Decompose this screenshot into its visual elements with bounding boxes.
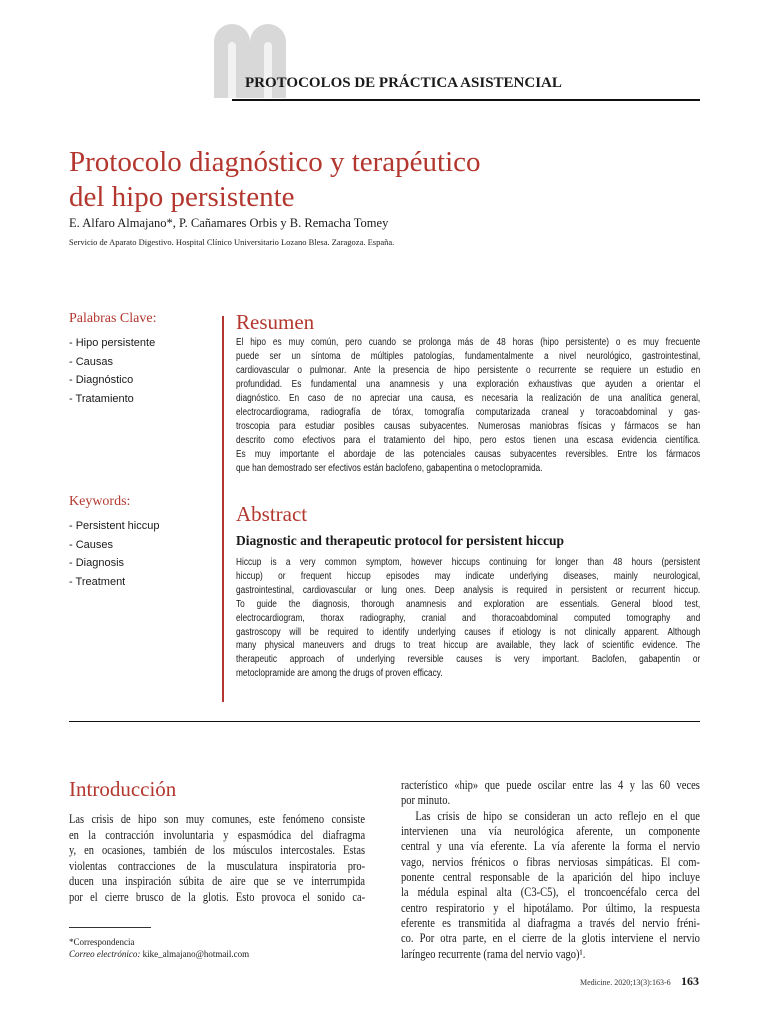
keyword-item: - Treatment bbox=[69, 576, 126, 589]
resumen-line: electrocardiograma, radiografía de tórax, tomografía computarizada craneal y toracoabdominal y gas- bbox=[236, 407, 700, 418]
resumen-line: cardiovascular o pulmonar. Ante la presencia de hipo persistente o recurrente se requiere un estudio en bbox=[236, 365, 700, 376]
keyword-item: - Persistent hiccup bbox=[69, 520, 160, 532]
body-line: por minuto. bbox=[401, 793, 451, 808]
resumen-lines bbox=[236, 336, 700, 476]
abstract-text bbox=[236, 556, 700, 686]
intro-right-lines bbox=[401, 778, 700, 962]
resumen-line: Es muy importante el abordaje de las potenciales causas subyacentes reversibles. Entre los fármacos bbox=[236, 449, 700, 460]
body-line: centro respiratorio y el hipotálamo. Por último, la respuesta bbox=[401, 900, 700, 915]
body-line: ducen una inspiración súbita de aire que se ve interrumpida bbox=[69, 874, 365, 888]
body-line: racterístico «hip» que puede oscilar entre las 4 y las 60 veces bbox=[401, 778, 700, 792]
resumen-line: diagnóstico. En caso de no apreciar una causa, es necesaria la realización de una analítica general, bbox=[236, 393, 700, 404]
palabras-clave-label: Palabras Clave: bbox=[69, 311, 157, 326]
keywords-list bbox=[69, 517, 159, 592]
body-line: eferente es transmitida al diafragma a través del nervio fréni- bbox=[401, 916, 700, 931]
body-line: intervienen una vía neurológica aferente, un componente bbox=[401, 824, 700, 839]
authors: E. Alfaro Almajano*, P. Cañamares Orbis y B. Remacha Tomey bbox=[69, 216, 389, 230]
title-line: Protocolo diagnóstico y terapéutico bbox=[69, 146, 481, 178]
column-divider bbox=[222, 316, 224, 702]
logo-m-counter-left bbox=[228, 42, 236, 98]
body-line: violentas contracciones de la musculatura inspiratoria pro- bbox=[69, 858, 365, 873]
body-line: vago, nervios frénicos o fibras nerviosas simpáticas. El com- bbox=[401, 854, 700, 869]
abstract-line: therapeutic approach of underlying reversible causes is very important. Baclofen, gabapentin or bbox=[236, 654, 700, 666]
abstract-line: hiccup) or frequent hiccup episodes may indicate underlying diseases, mainly neurological, bbox=[236, 570, 700, 582]
email-label: Correo electrónico: bbox=[69, 949, 141, 959]
abstract-line: electrocardiogram, thorax radiography, cranial and thoracoabdominal computed tomography and bbox=[236, 612, 700, 624]
palabra-clave-item: - Diagnóstico bbox=[69, 374, 134, 387]
palabra-clave-item: - Causas bbox=[69, 355, 114, 368]
article-title bbox=[69, 145, 481, 215]
abstract-line: gastrointestinal, cardiovascular or lung ones. Deep analysis is required in persistent or recurrent hiccup. bbox=[236, 584, 700, 596]
body-line: Las crisis de hipo se consideran un acto reflejo en el que bbox=[415, 808, 700, 823]
body-line: y, en ocasiones, también de los músculos intercostales. Estas bbox=[69, 843, 365, 857]
paragraph bbox=[401, 778, 700, 809]
intro-left-lines bbox=[69, 812, 365, 905]
resumen-line: puede ser un síntoma de múltiples patologías, fundamentalmente a nivel neurológico, gastrointestinal, bbox=[236, 351, 700, 362]
header-rule bbox=[232, 99, 700, 101]
resumen-line: El hipo es muy común, pero cuando se prolonga más de 48 horas (hipo persistente) o es muy frecuente bbox=[236, 337, 700, 348]
body-line: ponente central responsable de la aparición del hipo incluye bbox=[401, 870, 700, 885]
footnote-rule bbox=[69, 927, 151, 928]
title-line: del hipo persistente bbox=[69, 181, 295, 213]
resumen-heading: Resumen bbox=[236, 310, 315, 334]
resumen-line: descrito como efectivos para el tratamiento del hipo, pero estos tienen una escasa evidencia científica. bbox=[236, 435, 700, 446]
palabras-clave-list bbox=[69, 334, 155, 409]
palabra-clave-item: - Hipo persistente bbox=[69, 337, 156, 349]
abstract-line: Hiccup is a very common symptom, however hiccups continuing for longer than 48 hours (persistent bbox=[236, 557, 700, 568]
body-line: Las crisis de hipo son muy comunes, este fenómeno consiste bbox=[69, 812, 365, 826]
body-line: en la contracción involuntaria y espasmódica del diafragma bbox=[69, 827, 365, 842]
abstract-line: metoclopramide are among the drugs of proven efficacy. bbox=[236, 668, 443, 680]
intro-heading: Introducción bbox=[69, 777, 177, 801]
correspondence-email bbox=[69, 949, 249, 960]
section-title: PROTOCOLOS DE PRÁCTICA ASISTENCIAL bbox=[245, 75, 562, 91]
body-line: co. Por otra parte, en el cierre de la glotis interviene el nervio bbox=[401, 931, 700, 946]
body-line: la médula espinal alta (C3-C5), el troncoencéfalo cerca del bbox=[401, 885, 700, 900]
correspondence-label: *Correspondencia bbox=[69, 937, 135, 947]
footer-citation: Medicine. 2020;13(3):163-6 bbox=[580, 978, 671, 987]
paragraph bbox=[401, 809, 700, 962]
resumen-line: troscopia para estudiar posibles causas subyacentes. Numerosas maniobras físicas y fármacos se han bbox=[236, 421, 700, 432]
abstract-lines bbox=[236, 556, 700, 681]
keyword-item: - Causes bbox=[69, 538, 114, 551]
page-number: 163 bbox=[681, 974, 699, 988]
abstract-heading: Abstract bbox=[236, 502, 308, 526]
intro-right-column bbox=[401, 778, 700, 966]
section-rule bbox=[69, 721, 700, 722]
body-line: laríngeo recurrente (rama del nervio vago)¹. bbox=[401, 946, 586, 961]
keyword-item: - Diagnosis bbox=[69, 557, 125, 570]
affiliation: Servicio de Aparato Digestivo. Hospital Clínico Universitario Lozano Blesa. Zaragoza. España. bbox=[69, 237, 395, 247]
resumen-text bbox=[236, 336, 700, 481]
body-line: por el cierre brusco de la glotis. Esto provoca el sonido ca- bbox=[69, 889, 365, 904]
abstract-line: To guide the diagnosis, thorough anamnesis and exploration are essentials. General blood test, bbox=[236, 598, 700, 610]
body-line: central y una vía eferente. La vía aferente la forma el nervio bbox=[401, 839, 700, 854]
resumen-line: profundidad. Es fundamental una anamnesis y una exploración exhaustivas que ayuden a orientar el bbox=[236, 379, 700, 390]
abstract-subtitle: Diagnostic and therapeutic protocol for persistent hiccup bbox=[236, 533, 564, 548]
palabra-clave-item: - Tratamiento bbox=[69, 393, 134, 406]
abstract-line: many physical maneuvers and drugs to treat hiccup are available, they lack of scientific evidence. The bbox=[236, 640, 700, 652]
keywords-label: Keywords: bbox=[69, 494, 131, 509]
email-address[interactable]: kike_almajano@hotmail.com bbox=[142, 949, 250, 959]
resumen-line: que han demostrado ser efectivos están baclofeno, gabapentina o metoclopramida. bbox=[236, 463, 543, 474]
abstract-line: gastroscopy will be required to identify underlying causes if etiology is not clinically apparent. Although bbox=[236, 626, 700, 638]
intro-left-column bbox=[69, 812, 365, 908]
